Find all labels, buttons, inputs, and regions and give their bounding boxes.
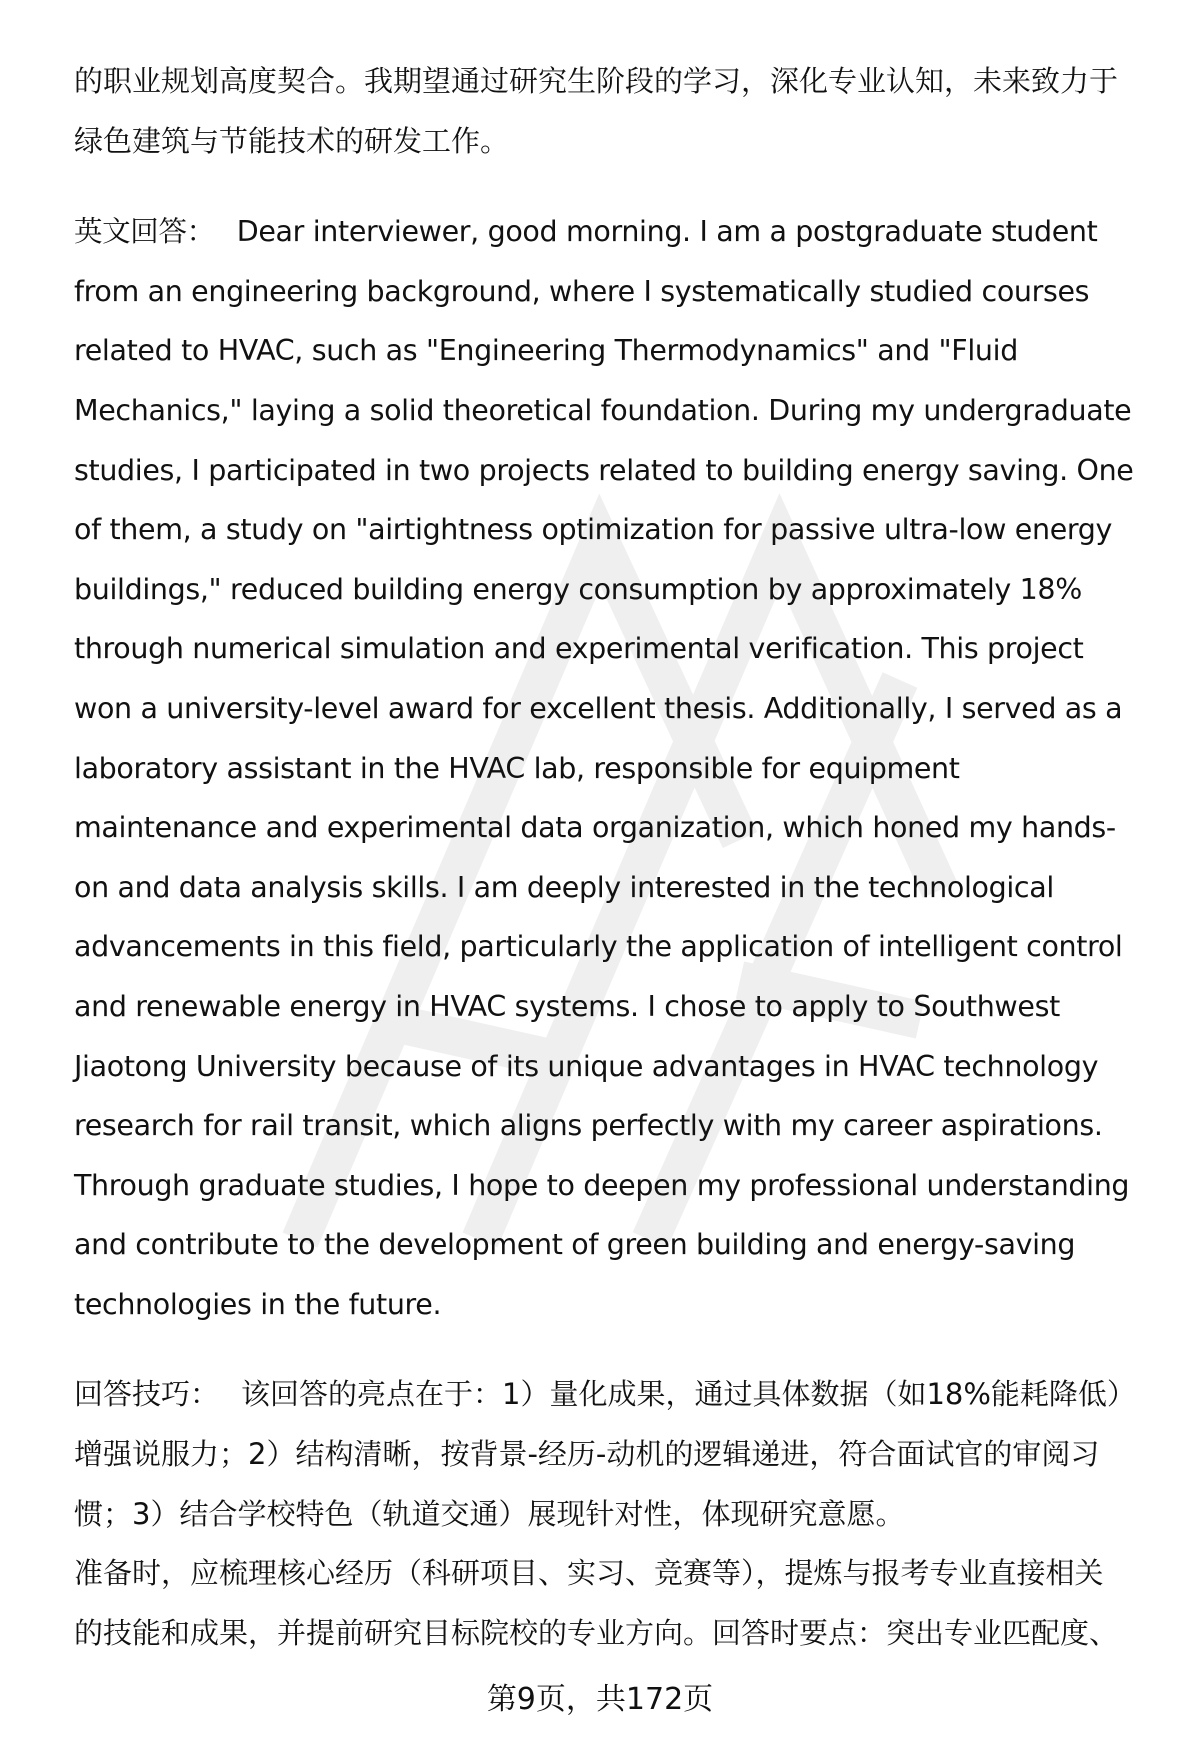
text-line: of them, a study on "airtightness optimization for passive ultra-low energy <box>74 513 1113 547</box>
text-line <box>74 1365 1164 1425</box>
text-span: 该回答的亮点在于：1）量化成果，通过具体数据（如18%能耗降低） <box>241 1377 1136 1412</box>
text-line: advancements in this field, particularly the application of intelligent control <box>74 930 1123 964</box>
text-line: buildings," reduced building energy consumption by approximately 18% <box>74 572 1082 606</box>
text-line <box>74 202 1164 262</box>
text-span: Dear interviewer, good morning. I am a postgraduate student <box>236 215 1098 249</box>
answer-tips-label: 回答技巧： <box>74 1377 220 1412</box>
text-line: and renewable energy in HVAC systems. I chose to apply to Southwest <box>74 989 1060 1023</box>
text-line: Jiaotong University because of its unique advantages in HVAC technology <box>74 1049 1099 1083</box>
text-line: through numerical simulation and experimental verification. This project <box>74 632 1084 666</box>
text-line: Mechanics," laying a solid theoretical foundation. During my undergraduate <box>74 393 1132 427</box>
english-answer-paragraph <box>74 202 1164 1334</box>
text-line: technologies in the future. <box>74 1287 442 1321</box>
text-line: 增强说服力；2）结构清晰，按背景-经历-动机的逻辑递进，符合面试官的审阅习 <box>74 1437 1100 1472</box>
text-line: research for rail transit, which aligns perfectly with my career aspirations. <box>74 1109 1103 1143</box>
document-body <box>74 52 1164 1663</box>
text-line: 准备时，应梳理核心经历（科研项目、实习、竞赛等），提炼与报考专业直接相关 <box>74 1556 1104 1591</box>
intro-tail-paragraph <box>74 52 1164 171</box>
text-line: maintenance and experimental data organization, which honed my hands- <box>74 811 1116 845</box>
text-line: and contribute to the development of green building and energy-saving <box>74 1228 1076 1262</box>
text-line: Through graduate studies, I hope to deepen my professional understanding <box>74 1168 1130 1202</box>
text-line: 绿色建筑与节能技术的研发工作。 <box>74 123 510 158</box>
text-line: studies, I participated in two projects related to building energy saving. One <box>74 453 1134 487</box>
text-line: won a university-level award for excellent thesis. Additionally, I served as a <box>74 691 1123 725</box>
text-line: 的技能和成果，并提前研究目标院校的专业方向。回答时要点：突出专业匹配度、 <box>74 1615 1119 1650</box>
text-line: from an engineering background, where I systematically studied courses <box>74 274 1090 308</box>
text-line: on and data analysis skills. I am deeply interested in the technological <box>74 870 1054 904</box>
page-indicator: 第9页，共172页 <box>486 1682 714 1717</box>
answer-tips-paragraph <box>74 1365 1164 1663</box>
text-line: laboratory assistant in the HVAC lab, responsible for equipment <box>74 751 960 785</box>
text-line: related to HVAC, such as "Engineering Thermodynamics" and "Fluid <box>74 334 1018 368</box>
english-answer-label: 英文回答： <box>74 215 215 249</box>
text-line: 惯；3）结合学校特色（轨道交通）展现针对性，体现研究意愿。 <box>74 1496 905 1531</box>
text-line: 的职业规划高度契合。我期望通过研究生阶段的学习，深化专业认知，未来致力于 <box>74 64 1119 98</box>
